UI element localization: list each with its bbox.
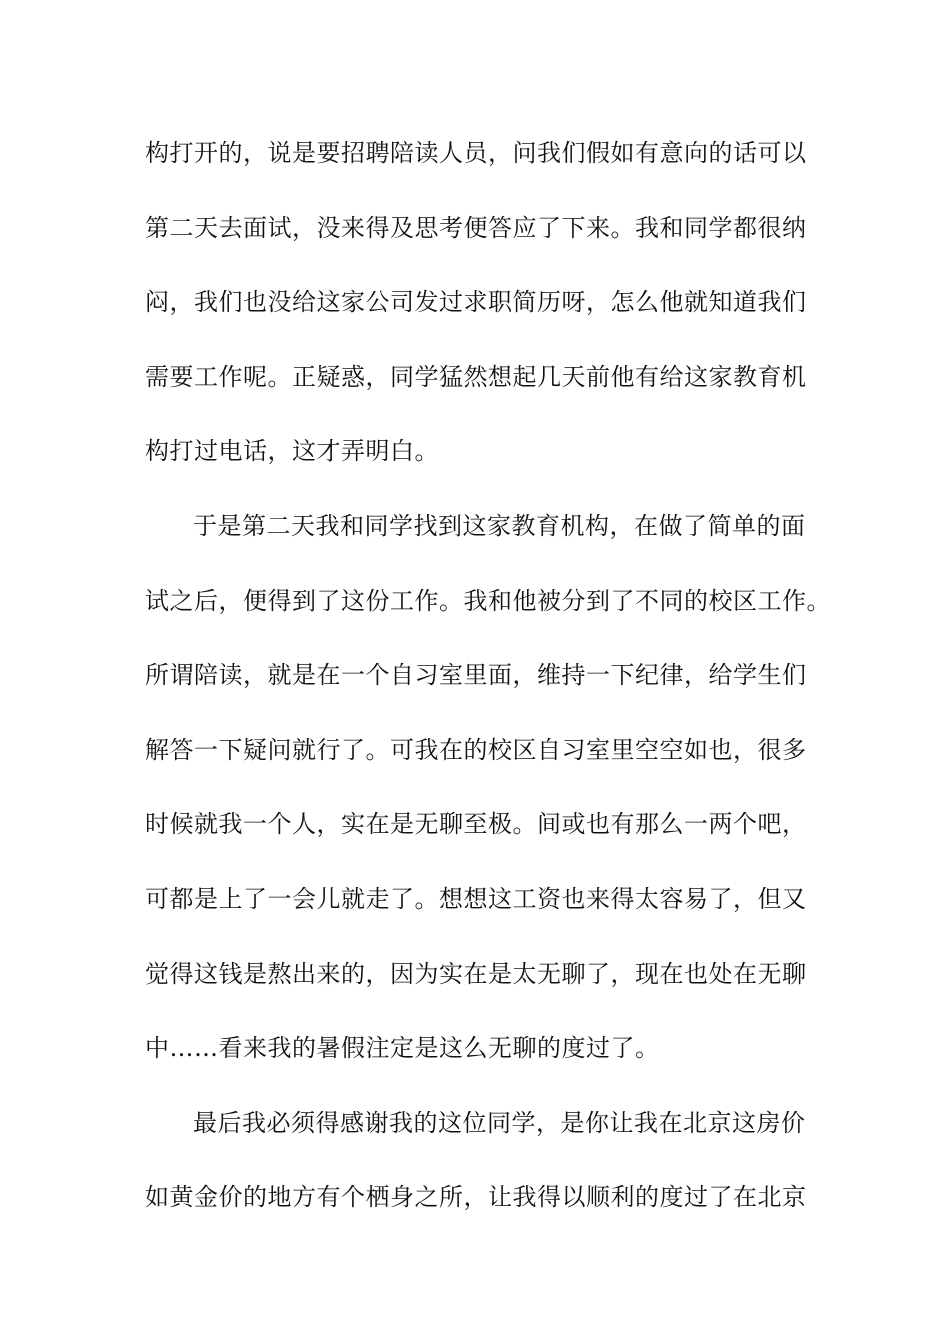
text-line: 时候就我一个人，实在是无聊至极。间或也有那么一两个吧， (145, 810, 807, 839)
text-line: 闷，我们也没给这家公司发过求职简历呀，怎么他就知道我们 (145, 288, 807, 317)
paragraph-start-line: 最后我必须得感谢我的这位同学，是你让我在北京这房价 (193, 1108, 806, 1137)
body-text (145, 133, 831, 1252)
text-line: 解答一下疑问就行了。可我在的校区自习室里空空如也，很多 (145, 735, 807, 764)
text-line: 构打过电话，这才弄明白。 (145, 437, 439, 466)
text-line: 可都是上了一会儿就走了。想想这工资也来得太容易了，但又 (145, 884, 807, 913)
text-line: 第二天去面试，没来得及思考便答应了下来。我和同学都很纳 (145, 213, 807, 242)
text-line: 中……看来我的暑假注定是这么无聊的度过了。 (145, 1034, 660, 1063)
text-line: 所谓陪读，就是在一个自习室里面，维持一下纪律，给学生们 (145, 661, 807, 690)
text-line: 构打开的，说是要招聘陪读人员，问我们假如有意向的话可以 (145, 139, 807, 167)
text-line: 觉得这钱是熬出来的，因为实在是太无聊了，现在也处在无聊 (145, 959, 807, 988)
text-line: 需要工作呢。正疑惑，同学猛然想起几天前他有给这家教育机 (145, 362, 807, 391)
text-line: 试之后，便得到了这份工作。我和他被分到了不同的校区工作。 (145, 586, 831, 615)
text-line: 如黄金价的地方有个栖身之所，让我得以顺利的度过了在北京 (145, 1183, 807, 1212)
paragraph-start-line: 于是第二天我和同学找到这家教育机构，在做了简单的面 (193, 511, 806, 540)
